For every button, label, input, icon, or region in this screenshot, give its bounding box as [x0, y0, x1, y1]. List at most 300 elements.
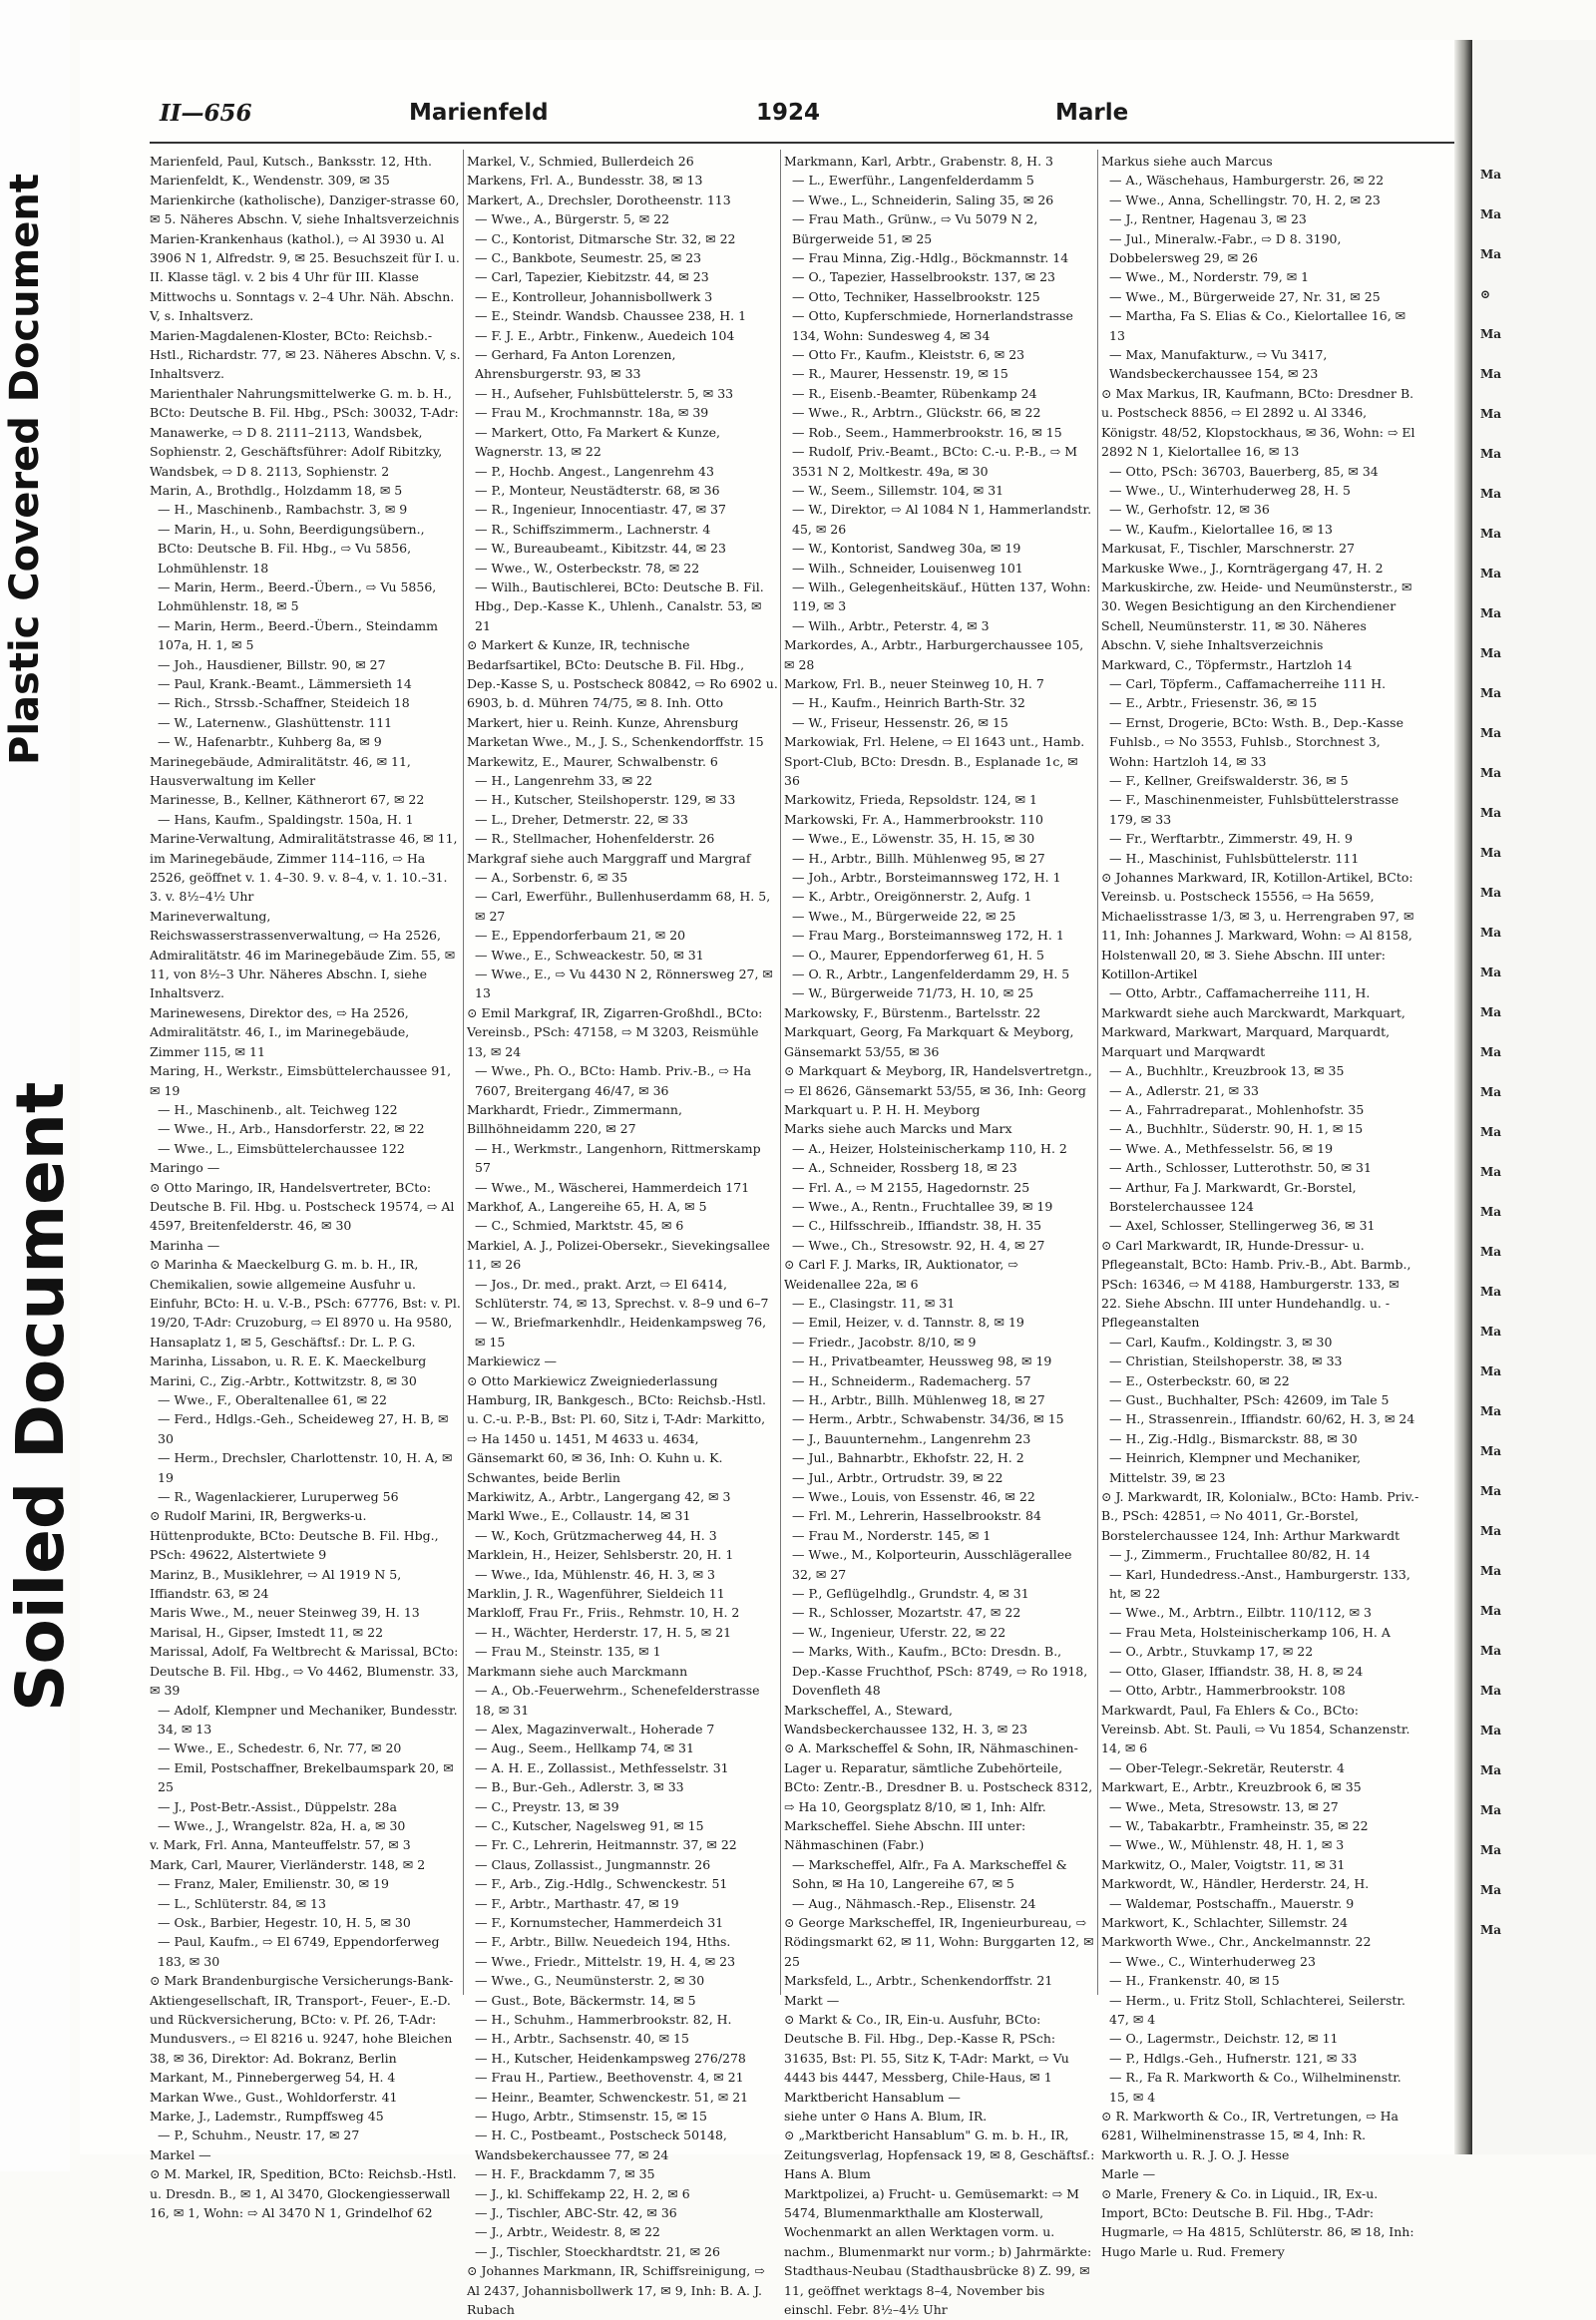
column-4	[1101, 152, 1420, 2259]
directory-entry: Markhof, A., Langereihe 65, H. A, ✉ 5	[467, 1198, 707, 1214]
directory-entry: — Wwe., E., ⇨ Vu 4430 N 2, Rönnersweg 27, ✉ 13	[475, 967, 773, 1001]
directory-entry: — Frau H., Partiew., Beethovenstr. 4, ✉ 21	[475, 2070, 744, 2086]
directory-entry: Marienkirche (katholische), Danziger-strasse 60, ✉ 5. Näheres Abschn. V, siehe Inhaltsverzeichnis	[150, 192, 460, 227]
edge-fragment: Ma	[1480, 1763, 1502, 1777]
edge-fragment: Ma	[1480, 527, 1502, 541]
column-3	[784, 152, 1095, 2318]
directory-entry: — R., Eisenb.-Beamter, Rübenkamp 24	[792, 385, 1037, 401]
directory-entry: — H., Zig.-Hdlg., Bismarckstr. 88, ✉ 30	[1109, 1430, 1358, 1446]
edge-fragment: Ma	[1480, 1564, 1502, 1578]
directory-entry: — Wwe., M., Kolporteurin, Ausschlägerallee 32, ✉ 27	[792, 1547, 1072, 1582]
directory-entry: ⊙ M. Markel, IR, Spedition, BCto: Reichsb.-Hstl. u. Dresdn. B., ✉ 1, Al 3470, Glockengiesserwall 16, ✉ 1, Wohn: ⇨ Al 3470 N 1, Grindelhof 62	[150, 2166, 457, 2221]
directory-entry: — E., Arbtr., Friesenstr. 36, ✉ 15	[1109, 695, 1318, 711]
edge-fragment: Ma	[1480, 1364, 1502, 1378]
directory-entry: Markgraf siehe auch Marggraff und Margraf	[467, 850, 751, 866]
edge-fragment: Ma	[1480, 367, 1502, 381]
directory-entry: — W., Bürgerweide 71/73, H. 10, ✉ 25	[792, 985, 1034, 1001]
directory-entry: — W., Gerhofstr. 12, ✉ 36	[1109, 502, 1270, 518]
header-rule	[150, 142, 1466, 144]
edge-fragment: Ma	[1480, 207, 1502, 221]
edge-fragment: Ma	[1480, 168, 1502, 182]
directory-entry: Markwart, E., Arbtr., Kreuzbrook 6, ✉ 35	[1101, 1779, 1362, 1795]
header-last-name: Marle	[1055, 100, 1129, 126]
directory-entry: — E., Osterbeckstr. 60, ✉ 22	[1109, 1372, 1290, 1388]
directory-entry: Markiel, A. J., Polizei-Obersekr., Sievekingsallee 11, ✉ 26	[467, 1237, 770, 1273]
directory-entry: — Wwe., E., Löwenstr. 35, H. 15, ✉ 30	[792, 831, 1035, 847]
directory-entry: — Frl. A., ⇨ M 2155, Hagedornstr. 25	[792, 1179, 1030, 1195]
edge-fragment: Ma	[1480, 1325, 1502, 1339]
directory-entry: Marisal, H., Gipser, Imstedt 11, ✉ 22	[150, 1624, 384, 1640]
directory-entry: Markwordt, W., Händler, Herderstr. 24, H.	[1101, 1876, 1370, 1892]
directory-entry: — Otto, PSch: 36703, Bauerberg, 85, ✉ 34	[1109, 463, 1379, 479]
edge-fragment: Ma	[1480, 1125, 1502, 1139]
edge-fragment: Ma	[1480, 1803, 1502, 1817]
directory-entry: — Frau M., Steinstr. 135, ✉ 1	[475, 1644, 661, 1660]
directory-entry: — Wwe., M., Arbtrn., Eilbtr. 110/112, ✉ 3	[1109, 1605, 1373, 1621]
directory-entry: — F., Arb., Zig.-Hdlg., Schwenckestr. 51	[475, 1876, 728, 1892]
directory-entry: — A., Fahrradreparat., Mohlenhofstr. 35	[1109, 1101, 1365, 1117]
edge-fragment: Ma	[1480, 247, 1502, 261]
directory-entry: — C., Preystr. 13, ✉ 39	[475, 1798, 619, 1814]
directory-entry: — Carl, Kaufm., Koldingstr. 3, ✉ 30	[1109, 1334, 1333, 1350]
directory-entry: — Wwe., G., Neumünsterstr. 2, ✉ 30	[475, 1973, 705, 1989]
directory-entry: — Wwe., M., Norderstr. 79, ✉ 1	[1109, 269, 1310, 285]
directory-entry: Markus siehe auch Marcus	[1101, 154, 1273, 169]
directory-entry: — Otto Fr., Kaufm., Kleiststr. 6, ✉ 23	[792, 347, 1025, 363]
directory-entry: — Jul., Bahnarbtr., Ekhofstr. 22, H. 2	[792, 1450, 1024, 1466]
directory-entry: — Wwe., L., Eimsbüttelerchaussee 122	[158, 1140, 405, 1156]
directory-entry: — H., Kutscher, Steilshoperstr. 129, ✉ 33	[475, 792, 736, 808]
directory-entry: — Wwe., A., Bürgerstr. 5, ✉ 22	[475, 211, 670, 227]
directory-entry: — Heinrich, Klempner und Mechaniker, Mittelstr. 39, ✉ 23	[1109, 1450, 1362, 1485]
directory-entry: — Wwe., Ida, Mühlenstr. 46, H. 3, ✉ 3	[475, 1566, 716, 1582]
directory-entry: — H., Wächter, Herderstr. 17, H. 5, ✉ 21	[475, 1624, 732, 1640]
directory-entry: — H., Frankenstr. 40, ✉ 15	[1109, 1973, 1280, 1989]
edge-fragment: Ma	[1480, 766, 1502, 780]
binding-spine	[0, 0, 79, 2171]
directory-entry: — Marin, Herm., Beerd.-Übern., ⇨ Vu 5856, Lohmühlenstr. 18, ✉ 5	[158, 579, 437, 614]
directory-entry: — A., Adlerstr. 21, ✉ 33	[1109, 1082, 1260, 1098]
directory-entry: — W., Direktor, ⇨ Al 1084 N 1, Hammerlandstr. 45, ✉ 26	[792, 502, 1092, 537]
directory-entry: — Wwe., Anna, Schellingstr. 70, H. 2, ✉ 23	[1109, 192, 1381, 207]
directory-entry: Markmann siehe auch Marckmann	[467, 1663, 688, 1679]
edge-fragment: Ma	[1480, 1085, 1502, 1099]
directory-entry: — H., Schuhm., Hammerbrookstr. 82, H.	[475, 2012, 732, 2027]
directory-entry: Maris Wwe., M., neuer Steinweg 39, H. 13	[150, 1605, 420, 1621]
directory-entry: — R., Fa R. Markworth & Co., Wilhelminenstr. 15, ✉ 4	[1109, 2070, 1401, 2105]
directory-entry: Markwardt siehe auch Marckwardt, Markquart, Markward, Markwart, Marquard, Marquardt, Marquart und Marqwardt	[1101, 1004, 1405, 1059]
directory-entry: — Wilh., Schneider, Louisenweg 101	[792, 560, 1023, 576]
edge-fragment: Ma	[1480, 726, 1502, 740]
header-year: 1924	[756, 100, 821, 126]
directory-entry: — Jos., Dr. med., prakt. Arzt, ⇨ El 6414, Schlüterstr. 74, ✉ 13, Sprechst. v. 8–9 und 6–7	[475, 1276, 769, 1311]
directory-entry: — Frau Minna, Zig.-Hdlg., Böckmannstr. 14	[792, 250, 1069, 266]
header-first-name: Marienfeld	[409, 100, 549, 126]
directory-entry: — Emil, Heizer, v. d. Tannstr. 8, ✉ 19	[792, 1315, 1024, 1331]
edge-fragment: Ma	[1480, 606, 1502, 620]
directory-entry: — Claus, Zollassist., Jungmannstr. 26	[475, 1856, 711, 1872]
edge-fragment: Ma	[1480, 407, 1502, 421]
directory-entry: — Markert, Otto, Fa Markert & Kunze, Wagnerstr. 13, ✉ 22	[475, 424, 721, 460]
directory-entry: Markowsky, F., Bürstenm., Bartelsstr. 22	[784, 1004, 1041, 1020]
directory-entry: — J., Rentner, Hagenau 3, ✉ 23	[1109, 211, 1307, 227]
directory-entry: — Wwe., J., Wrangelstr. 82a, H. a, ✉ 30	[158, 1817, 406, 1833]
directory-entry: — Herm., Drechsler, Charlottenstr. 10, H. A, ✉ 19	[158, 1450, 453, 1485]
directory-entry: Markordes, A., Arbtr., Harburgerchaussee 105, ✉ 28	[784, 637, 1084, 672]
directory-entry: — W., Ingenieur, Uferstr. 22, ✉ 22	[792, 1624, 1006, 1640]
directory-entry: Marklein, H., Heizer, Sehlsberstr. 20, H. 1	[467, 1547, 734, 1563]
directory-entry: — Marin, H., u. Sohn, Beerdigungsübern., BCto: Deutsche B. Fil. Hbg., ⇨ Vu 5856, Lohmühlenstr. 18	[158, 521, 425, 576]
directory-entry: — Wwe., R., Arbtrn., Glückstr. 66, ✉ 22	[792, 405, 1041, 421]
directory-entry: ⊙ Rudolf Marini, IR, Bergwerks-u. Hüttenprodukte, BCto: Deutsche B. Fil. Hbg., PSch: 49622, Alstertwiete 9	[150, 1508, 439, 1563]
directory-entry: — Wwe., W., Osterbeckstr. 78, ✉ 22	[475, 560, 700, 576]
directory-entry: Marke, J., Lademstr., Rumpffsweg 45	[150, 2109, 384, 2125]
directory-entry: — Rob., Seem., Hammerbrookstr. 16, ✉ 15	[792, 424, 1062, 440]
directory-entry: — W., Friseur, Hessenstr. 26, ✉ 15	[792, 714, 1008, 730]
directory-entry: — W., Hafenarbtr., Kuhberg 8a, ✉ 9	[158, 734, 382, 750]
directory-entry: — F., Kellner, Greifswalderstr. 36, ✉ 5	[1109, 773, 1349, 788]
directory-entry: — Emil, Postschaffner, Brekelbaumspark 20, ✉ 25	[158, 1759, 454, 1795]
edge-fragment: Ma	[1480, 1484, 1502, 1498]
directory-entry: — A., Wäschehaus, Hamburgerstr. 26, ✉ 22	[1109, 173, 1385, 189]
directory-entry: — Wilh., Bautischlerei, BCto: Deutsche B. Fil. Hbg., Dep.-Kasse K., Uhlenh., Canalstr. 53, ✉ 21	[475, 579, 764, 633]
directory-entry: — Waldemar, Postschaffn., Mauerstr. 9	[1109, 1895, 1355, 1911]
directory-entry: — Rudolf, Priv.-Beamt., BCto: C.-u. P.-B., ⇨ M 3531 N 2, Moltkestr. 49a, ✉ 30	[792, 444, 1078, 479]
directory-entry: — F., Maschinenmeister, Fuhlsbüttelerstrasse 179, ✉ 33	[1109, 792, 1399, 827]
directory-entry: — Axel, Schlosser, Stellingerweg 36, ✉ 31	[1109, 1218, 1376, 1234]
directory-entry: — J., Bauunternehm., Langenrehm 23	[792, 1430, 1031, 1446]
directory-entry: — Otto, Arbtr., Caffamacherreihe 111, H.	[1109, 985, 1371, 1001]
directory-entry: — W., Seem., Sillemstr. 104, ✉ 31	[792, 482, 1004, 498]
directory-entry: — Max, Manufakturw., ⇨ Vu 3417, Wandsbeckerchaussee 154, ✉ 23	[1109, 347, 1328, 382]
directory-entry: — Otto, Glaser, Iffiandstr. 38, H. 8, ✉ 24	[1109, 1663, 1364, 1679]
directory-entry: — Otto, Arbtr., Hammerbrookstr. 108	[1109, 1683, 1346, 1699]
directory-entry: — W., Kontorist, Sandweg 30a, ✉ 19	[792, 541, 1021, 557]
directory-entry: Mark, Carl, Maurer, Vierländerstr. 148, ✉ 2	[150, 1856, 426, 1872]
directory-entry: — C., Kutscher, Nagelsweg 91, ✉ 15	[475, 1817, 704, 1833]
edge-fragment: Ma	[1480, 327, 1502, 341]
directory-entry: — Markscheffel, Alfr., Fa A. Markscheffel & Sohn, ✉ Ha 10, Langereihe 67, ✉ 5	[792, 1856, 1067, 1892]
directory-entry: Marks siehe auch Marcks und Marx	[784, 1121, 1012, 1137]
directory-entry: — Frl. M., Lehrerin, Hasselbrookstr. 84	[792, 1508, 1041, 1524]
directory-entry: — Otto, Kupferschmiede, Hornerlandstrasse 134, Wohn: Sundesweg 4, ✉ 34	[792, 308, 1073, 343]
directory-entry: ⊙ Markt & Co., IR, Ein-u. Ausfuhr, BCto: Deutsche B. Fil. Hbg., Dep.-Kasse R, PSch: 31635, Bst: Pl. 55, Sitz K, T-Adr: Markt, ⇨ Vu 4443 bis 4447, Messberg, Chile-Haus, ✉ 1	[784, 2012, 1069, 2086]
directory-entry: — Wwe., C., Winterhuderweg 23	[1109, 1953, 1316, 1969]
directory-entry: — Paul, Krank.-Beamt., Lämmersieth 14	[158, 675, 412, 691]
column-divider	[1097, 150, 1098, 1995]
directory-entry: — F., Kornumstecher, Hammerdeich 31	[475, 1914, 724, 1930]
edge-fragment: Ma	[1480, 1644, 1502, 1658]
directory-entry: Markloff, Frau Fr., Friis., Rehmstr. 10, H. 2	[467, 1605, 740, 1621]
directory-entry: ⊙ Max Markus, IR, Kaufmann, BCto: Dresdner B. u. Postscheck 8856, ⇨ El 2892 u. Al 3346, Königstr. 48/52, Klopstockhaus, ✉ 36, Wohn: ⇨ El 2892 N 1, Kielortallee 16, ✉ 13	[1101, 385, 1415, 460]
directory-entry: — R., Schlosser, Mozartstr. 47, ✉ 22	[792, 1605, 1021, 1621]
directory-entry: — W., Koch, Grützmacherweg 44, H. 3	[475, 1527, 717, 1543]
directory-entry: — H., Kaufm., Heinrich Barth-Str. 32	[792, 695, 1025, 711]
directory-entry: ⊙ „Marktbericht Hansablum" G. m. b. H., IR, Zeitungsverlag, Hopfensack 19, ✉ 8, Geschäftsf.: Hans A. Blum	[784, 2127, 1095, 2182]
directory-entry: ⊙ Carl F. J. Marks, IR, Auktionator, ⇨ Weidenallee 22a, ✉ 6	[784, 1257, 1018, 1292]
edge-fragment: ⊙	[1480, 287, 1491, 301]
directory-entry: — P., Schuhm., Neustr. 17, ✉ 27	[158, 2127, 360, 2143]
edge-fragment: Ma	[1480, 447, 1502, 461]
directory-entry: — Wwe., E., Schedestr. 6, Nr. 77, ✉ 20	[158, 1740, 402, 1756]
directory-entry: ⊙ Mark Brandenburgische Versicherungs-Bank-Aktiengesellschaft, IR, Transport-, Feuer-, E.-D. und Rückversicherung, BCto: v. Pf. 26, T-Adr: Mundusvers., ⇨ El 8216 u. 9247, hohe Bleichen 38, ✉ 36, Direktor: Ad. Bokranz, Berlin	[150, 1973, 454, 2066]
directory-entry: — R., Schiffszimmerm., Lachnerstr. 4	[475, 521, 711, 537]
directory-entry: ⊙ A. Markscheffel & Sohn, IR, Nähmaschinen-Lager u. Reparatur, sämtliche Zubehörteile, BCto: Zentr.-B., Dresdner B. u. Postscheck 8312, ⇨ Ha 10, Georgsplatz 8/10, ✉ 1, Inh: Alfr. Markscheffel. Siehe Abschn. III unter: Nähmaschinen (Fabr.)	[784, 1740, 1093, 1853]
directory-entry: Markens, Frl. A., Bundesstr. 38, ✉ 13	[467, 173, 703, 189]
directory-entry: Markiewicz —	[467, 1353, 557, 1369]
directory-entry: — H., Langenrehm 33, ✉ 22	[475, 773, 653, 788]
column-2	[467, 152, 778, 2318]
directory-entry: — B., Bur.-Geh., Adlerstr. 3, ✉ 33	[475, 1779, 684, 1795]
edge-fragment: Ma	[1480, 1923, 1502, 1937]
edge-fragment: Ma	[1480, 646, 1502, 660]
directory-entry: — Wwe. A., Methfesselstr. 56, ✉ 19	[1109, 1140, 1334, 1156]
column-divider	[780, 150, 781, 1995]
directory-entry: — Frau Marg., Borsteimannsweg 172, H. 1	[792, 928, 1064, 944]
directory-entry: — Carl, Töpferm., Caffamacherreihe 111 H.	[1109, 675, 1387, 691]
directory-entry: — P., Monteur, Neustädterstr. 68, ✉ 36	[475, 482, 720, 498]
directory-entry: — A., Buchhltr., Süderstr. 90, H. 1, ✉ 15	[1109, 1121, 1364, 1137]
edge-fragment: Ma	[1480, 806, 1502, 820]
directory-entry: — Wilh., Arbtr., Peterstr. 4, ✉ 3	[792, 617, 990, 633]
directory-entry: — F., Arbtr., Billw. Neuedeich 194, Hths.	[475, 1934, 731, 1950]
directory-entry: — P., Geflügelhdlg., Grundstr. 4, ✉ 31	[792, 1586, 1029, 1602]
directory-entry: — Wilh., Gelegenheitskäuf., Hütten 137, Wohn: 119, ✉ 3	[792, 579, 1091, 614]
directory-entry: — Frau Meta, Holsteinischerkamp 106, H. A	[1109, 1624, 1391, 1640]
edge-fragment: Ma	[1480, 1045, 1502, 1059]
directory-entry: — Wwe., M., Bürgerweide 22, ✉ 25	[792, 908, 1016, 924]
next-page-fragments	[1480, 155, 1510, 1950]
directory-entry: — Wwe., W., Mühlenstr. 48, H. 1, ✉ 3	[1109, 1837, 1345, 1853]
directory-entry: — Wwe., U., Winterhuderweg 28, H. 5	[1109, 482, 1351, 498]
directory-entry: — C., Bankbote, Seumestr. 25, ✉ 23	[475, 250, 702, 266]
directory-entry: — Frau Math., Grünw., ⇨ Vu 5079 N 2, Bürgerweide 51, ✉ 25	[792, 211, 1038, 246]
directory-entry: — Wwe., E., Schweackestr. 50, ✉ 31	[475, 947, 704, 963]
directory-entry: Markquart, Georg, Fa Markquart & Meyborg, Gänsemarkt 53/55, ✉ 36	[784, 1024, 1074, 1059]
directory-entry: — Gerhard, Fa Anton Lorenzen, Ahrensburgerstr. 93, ✉ 33	[475, 347, 676, 382]
edge-fragment: Ma	[1480, 1245, 1502, 1259]
directory-entry: ⊙ George Markscheffel, IR, Ingenieurbureau, ⇨ Rödingsmarkt 62, ✉ 11, Wohn: Burggarten 12, ✉ 25	[784, 1914, 1094, 1969]
directory-entry: Markwardt, Paul, Fa Ehlers & Co., BCto: Vereinsb. Abt. St. Pauli, ⇨ Vu 1854, Schanzenstr. 14, ✉ 6	[1101, 1702, 1410, 1756]
directory-entry: — Frau M., Norderstr. 145, ✉ 1	[792, 1527, 992, 1543]
directory-entry: Marksfeld, L., Arbtr., Schenkendorffstr. 21	[784, 1973, 1053, 1989]
directory-entry: — A., Sorbenstr. 6, ✉ 35	[475, 870, 628, 886]
edge-fragment: Ma	[1480, 1205, 1502, 1219]
edge-fragment: Ma	[1480, 846, 1502, 860]
page-header	[160, 100, 1476, 140]
page-number: II—656	[160, 100, 252, 127]
edge-fragment: Ma	[1480, 567, 1502, 580]
directory-entry: — Ernst, Drogerie, BCto: Wsth. B., Dep.-Kasse Fuhlsb., ⇨ No 3553, Fuhlsb., Storchnest 3, Wohn: Hartzloh 14, ✉ 33	[1109, 714, 1403, 769]
edge-fragment: Ma	[1480, 487, 1502, 501]
edge-fragment: Ma	[1480, 1684, 1502, 1698]
directory-entry: — H., Privatbeamter, Heussweg 98, ✉ 19	[792, 1353, 1052, 1369]
directory-entry: — W., Bureaubeamt., Kibitzstr. 44, ✉ 23	[475, 541, 726, 557]
directory-entry: ⊙ Johannes Markmann, IR, Schiffsreinigung, ⇨ Al 2437, Johannisbollwerk 17, ✉ 9, Inh: B. A. J. Rubach	[467, 2263, 765, 2318]
directory-entry: — Wwe., A., Rentn., Fruchtallee 39, ✉ 19	[792, 1198, 1053, 1214]
directory-entry: — R., Stellmacher, Hohenfelderstr. 26	[475, 831, 715, 847]
directory-entry: ⊙ Marinha & Maeckelburg G. m. b. H., IR, Chemikalien, sowie allgemeine Ausfuhr u. Einfuhr, BCto: H. u. V.-B., PSch: 67776, Bst: v. Pl. 19/20, T-Adr: Cruzoburg, ⇨ El 8970 u. Ha 9580, Hansaplatz 1, ✉ 5, Geschäftsf.: Dr. L. P. G. Marinha, Lissabon, u. R. E. K. Maeckelburg	[150, 1257, 461, 1369]
directory-entry: ⊙ Markquart & Meyborg, IR, Handelsvertretgn., ⇨ El 8626, Gänsemarkt 53/55, ✉ 36, Inh: Georg Markquart u. P. H. H. Meyborg	[784, 1063, 1092, 1117]
directory-entry: — Heinr., Beamter, Schwenckestr. 51, ✉ 21	[475, 2089, 749, 2105]
directory-entry: — Wwe., L., Schneiderin, Saling 35, ✉ 26	[792, 192, 1054, 207]
directory-entry: — Wwe., Ph. O., BCto: Hamb. Priv.-B., ⇨ Ha 7607, Breitergang 46/47, ✉ 36	[475, 1063, 752, 1098]
directory-entry: Marien-Magdalenen-Kloster, BCto: Reichsb.-Hstl., Richardstr. 77, ✉ 23. Näheres Abschn. V, s. Inhaltsverz.	[150, 327, 461, 382]
directory-entry: — H., Werkmstr., Langenhorn, Rittmerskamp 57	[475, 1140, 761, 1176]
directory-entry: — O., Lagermstr., Deichstr. 12, ✉ 11	[1109, 2031, 1339, 2047]
edge-fragment: Ma	[1480, 1883, 1502, 1897]
directory-entry: Marienfeld, Paul, Kutsch., Banksstr. 12, Hth.	[150, 154, 432, 169]
edge-fragment: Ma	[1480, 1285, 1502, 1299]
directory-entry: — H., Strassenrein., Iffiandstr. 60/62, H. 3, ✉ 24	[1109, 1411, 1415, 1427]
directory-entry: — L., Schlüterstr. 84, ✉ 13	[158, 1895, 326, 1911]
directory-entry: — Ober-Telegr.-Sekretär, Reuterstr. 4	[1109, 1759, 1345, 1775]
directory-entry: — C., Kontorist, Ditmarsche Str. 32, ✉ 22	[475, 230, 736, 246]
directory-entry: ⊙ Otto Maringo, IR, Handelsvertreter, BCto: Deutsche B. Fil. Hbg. u. Postscheck 19574, ⇨ Al 4597, Breitenfelderstr. 46, ✉ 30	[150, 1179, 455, 1234]
edge-fragment: Ma	[1480, 686, 1502, 700]
directory-entry: — Wwe., M., Bürgerweide 27, Nr. 31, ✉ 25	[1109, 288, 1381, 304]
directory-entry: Marinesse, B., Kellner, Käthnerort 67, ✉ 22	[150, 792, 425, 808]
directory-entry: — Alex, Magazinverwalt., Hoherade 7	[475, 1721, 715, 1737]
directory-entry: — F. J. E., Arbtr., Finkenw., Auedeich 104	[475, 327, 735, 343]
directory-entry: ⊙ Markert & Kunze, IR, technische Bedarfsartikel, BCto: Deutsche B. Fil. Hbg., Dep.-Kasse S, u. Postscheck 80842, ⇨ Ro 6902 u. 6903, b. d. Mühren 74/75, ✉ 8. Inh. Otto Markert, hier u. Reinh. Kunze, Ahrensburg	[467, 637, 778, 730]
directory-entry: Marketan Wwe., M., J. S., Schenkendorffstr. 15	[467, 734, 764, 750]
directory-entry: — H., Arbtr., Billh. Mühlenweg 95, ✉ 27	[792, 850, 1045, 866]
directory-entry: — Frau M., Krochmannstr. 18a, ✉ 39	[475, 405, 709, 421]
edge-fragment: Ma	[1480, 1724, 1502, 1738]
directory-entry: — W., Briefmarkenhdlr., Heidenkampsweg 76, ✉ 15	[475, 1315, 767, 1350]
directory-entry: — L., Ewerführ., Langenfelderdamm 5	[792, 173, 1034, 189]
edge-fragment: Ma	[1480, 926, 1502, 940]
directory-entry: — Otto, Techniker, Hasselbrookstr. 125	[792, 288, 1040, 304]
directory-entry: — Wwe., Louis, von Essenstr. 46, ✉ 22	[792, 1489, 1035, 1505]
column-1	[150, 152, 461, 2221]
directory-entry: — K., Arbtr., Oreigönnerstr. 2, Aufg. 1	[792, 889, 1032, 905]
directory-entry: Marinz, B., Musiklehrer, ⇨ Al 1919 N 5, Iffiandstr. 63, ✉ 24	[150, 1566, 402, 1602]
directory-entry: — A., Heizer, Holsteinischerkamp 110, H. 2	[792, 1140, 1067, 1156]
directory-entry: — Franz, Maler, Emilienstr. 30, ✉ 19	[158, 1876, 389, 1892]
directory-entry: — H., Aufseher, Fuhlsbüttelerstr. 5, ✉ 33	[475, 385, 734, 401]
directory-entry: ⊙ Marle, Frenery & Co. in Liquid., IR, Ex-u. Import, BCto: Deutsche B. Fil. Hbg., T-Adr: Hugmarle, ⇨ Ha 4815, Schlüterstr. 86, ✉ 18, Inh: Hugo Marle u. Rud. Fremery	[1101, 2185, 1414, 2259]
directory-entry: — Marin, Herm., Beerd.-Übern., Steindamm 107a, H. 1, ✉ 5	[158, 617, 438, 653]
edge-fragment: Ma	[1480, 1005, 1502, 1019]
directory-entry: — Gust., Buchhalter, PSch: 42609, im Tale 5	[1109, 1392, 1390, 1407]
directory-entry: — J., Tischler, ABC-Str. 42, ✉ 36	[475, 2205, 677, 2221]
directory-entry: — Rich., Strssb.-Schaffner, Steideich 18	[158, 695, 410, 711]
directory-entry: — H., Arbtr., Billh. Mühlenweg 18, ✉ 27	[792, 1392, 1045, 1407]
directory-entry: — H., Schneiderm., Rademacherg. 57	[792, 1372, 1031, 1388]
directory-entry: — A., Buchhltr., Kreuzbrook 13, ✉ 35	[1109, 1063, 1345, 1079]
directory-entry: ⊙ Emil Markgraf, IR, Zigarren-Großhdl., BCto: Vereinsb., PSch: 47158, ⇨ M 3203, Reismühle 13, ✉ 24	[467, 1004, 763, 1059]
directory-entry: — Aug., Nähmasch.-Rep., Elisenstr. 24	[792, 1895, 1036, 1911]
directory-entry: Markl Wwe., E., Collaustr. 14, ✉ 31	[467, 1508, 691, 1524]
directory-entry: — C., Hilfsschreib., Iffiandstr. 38, H. 35	[792, 1218, 1042, 1234]
directory-entry: — H., Arbtr., Sachsenstr. 40, ✉ 15	[475, 2031, 689, 2047]
plastic-covered-label: Plastic Covered Document	[2, 173, 48, 765]
directory-entry: Marin, A., Brothdlg., Holzdamm 18, ✉ 5	[150, 482, 403, 498]
directory-entry: Marienfeldt, K., Wendenstr. 309, ✉ 35	[150, 173, 390, 189]
edge-fragment: Ma	[1480, 1444, 1502, 1458]
directory-entry: — Wwe., F., Oberaltenallee 61, ✉ 22	[158, 1392, 387, 1407]
directory-entry: — Joh., Arbtr., Borsteimannsweg 172, H. 1	[792, 870, 1061, 886]
edge-fragment: Ma	[1480, 1404, 1502, 1418]
directory-entry: — J., Tischler, Stoeckhardtstr. 21, ✉ 26	[475, 2243, 720, 2259]
directory-entry: — H., Maschinenb., Rambachstr. 3, ✉ 9	[158, 502, 408, 518]
directory-entry: — Marks, With., Kaufm., BCto: Dresdn. B., Dep.-Kasse Fruchthof, PSch: 8749, ⇨ Ro 1918, Dovenfleth 48	[792, 1644, 1088, 1699]
directory-entry: ⊙ J. Markwardt, IR, Kolonialw., BCto: Hamb. Priv.-B., PSch: 42851, ⇨ No 4011, Gr.-Borstel, Borstelerchaussee 124, Inh: Arthur Markwardt	[1101, 1489, 1419, 1543]
directory-entry: — A. H. E., Zollassist., Methfesselstr. 31	[475, 1759, 729, 1775]
directory-entry: Marini, C., Zig.-Arbtr., Kottwitzstr. 8, ✉ 30	[150, 1372, 417, 1388]
directory-entry: Marien-Krankenhaus (kathol.), ⇨ Al 3930 u. Al 3906 N 1, Alfredstr. 9, ✉ 25. Besuchszeit für I. u. II. Klasse tägl. v. 2 bis 4 Uhr für III. Klasse Mittwochs u. Sonntags v. 2–4 Uhr. Näh. Abschn. V, s. Inhaltsverz.	[150, 230, 460, 324]
directory-entry: — Herm., u. Fritz Stoll, Schlachterei, Seilerstr. 47, ✉ 4	[1109, 1992, 1405, 2027]
directory-entry: ⊙ Johannes Markward, IR, Kotillon-Artikel, BCto: Vereinsb. u. Postscheck 15556, ⇨ Ha 5659, Michaelisstrasse 1/3, ✉ 3, u. Herrengraben 97, ✉ 11, Inh: Johannes J. Markward, Wohn: ⇨ Al 8158, Holstenwall 20, ✉ 3. Siehe Abschn. III unter: Kotillon-Artikel	[1101, 870, 1414, 982]
directory-entry: — Karl, Hundedress.-Anst., Hamburgerstr. 133, ht, ✉ 22	[1109, 1566, 1410, 1602]
directory-entry: — E., Kontrolleur, Johannisbollwerk 3	[475, 288, 713, 304]
directory-entry: — H., Maschinist, Fuhlsbüttelerstr. 111	[1109, 850, 1360, 866]
directory-entry: Markant, M., Pinnebergerweg 54, H. 4	[150, 2070, 396, 2086]
directory-entry: Markowitz, Frieda, Repsoldstr. 124, ✉ 1	[784, 792, 1037, 808]
directory-entry: — Jul., Arbtr., Ortrudstr. 39, ✉ 22	[792, 1469, 1003, 1485]
directory-entry: Marinha —	[150, 1237, 220, 1253]
directory-entry: — Wwe., M., Wäscherei, Hammerdeich 171	[475, 1179, 750, 1195]
directory-entry: Markowiak, Frl. Helene, ⇨ El 1643 unt., Hamb. Sport-Club, BCto: Dresdn. B., Esplanade 1c, ✉ 36	[784, 734, 1085, 788]
directory-entry: — O., Tapezier, Hasselbrookstr. 137, ✉ 23	[792, 269, 1055, 285]
directory-entry: Maringo —	[150, 1160, 220, 1176]
directory-entry: — Osk., Barbier, Hegestr. 10, H. 5, ✉ 30	[158, 1914, 411, 1930]
directory-entry: — Jul., Mineralw.-Fabr., ⇨ D 8. 3190, Dobbelersweg 29, ✉ 26	[1109, 230, 1342, 266]
edge-fragment: Ma	[1480, 1524, 1502, 1538]
directory-entry: — P., Hochb. Angest., Langenrehm 43	[475, 463, 714, 479]
directory-entry: Markow, Frl. B., neuer Steinweg 10, H. 7	[784, 675, 1044, 691]
directory-entry: — Arthur, Fa J. Markwardt, Gr.-Borstel, Borstelerchaussee 124	[1109, 1179, 1357, 1214]
directory-entry: — Hans, Kaufm., Spaldingstr. 150a, H. 1	[158, 811, 414, 827]
directory-entry: Marklin, J. R., Wagenführer, Sieldeich 11	[467, 1586, 725, 1602]
directory-entry: — Ferd., Hdlgs.-Geh., Scheideweg 27, H. B, ✉ 30	[158, 1411, 449, 1446]
directory-entry: — R., Maurer, Hessenstr. 19, ✉ 15	[792, 366, 1008, 382]
edge-fragment: Ma	[1480, 1604, 1502, 1618]
directory-entry: — O., Maurer, Eppendorferweg 61, H. 5	[792, 947, 1044, 963]
directory-entry: — H. C., Postbeamt., Postscheck 50148, Wandsbekerchaussee 77, ✉ 24	[475, 2127, 727, 2162]
directory-entry: Markan Wwe., Gust., Wohldorferstr. 41	[150, 2089, 398, 2105]
edge-fragment: Ma	[1480, 1165, 1502, 1179]
directory-entry: v. Mark, Frl. Anna, Manteuffelstr. 57, ✉ 3	[150, 1837, 411, 1853]
directory-entry: — J., Post-Betr.-Assist., Düppelstr. 28a	[158, 1798, 397, 1814]
directory-entry: — H. F., Brackdamm 7, ✉ 35	[475, 2166, 655, 2182]
directory-entry: — L., Dreher, Detmerstr. 22, ✉ 33	[475, 811, 688, 827]
directory-entry: Marissal, Adolf, Fa Weltbrecht & Marissal, BCto: Deutsche B. Fil. Hbg., ⇨ Vo 4462, Blumenstr. 33, ✉ 39	[150, 1644, 459, 1699]
directory-entry: Marienthaler Nahrungsmittelwerke G. m. b. H., BCto: Deutsche B. Fil. Hbg., PSch: 30032, T-Adr: Manawerke, ⇨ D 8. 2111–2113, Wandsbek, Sophienstr. 2, Geschäftsführer: Adolf Ribitzky, Wandsbek, ⇨ D 8. 2113, Sophienstr. 2	[150, 385, 459, 479]
directory-entry: — O. R., Arbtr., Langenfelderdamm 29, H. 5	[792, 967, 1070, 982]
directory-entry: — Christian, Steilshoperstr. 38, ✉ 33	[1109, 1353, 1343, 1369]
directory-entry: — W., Laternenw., Glashüttenstr. 111	[158, 714, 393, 730]
directory-entry: Marinegebäude, Admiralitätstr. 46, ✉ 11, Hausverwaltung im Keller	[150, 753, 411, 788]
directory-entry: — Friedr., Jacobstr. 8/10, ✉ 9	[792, 1334, 977, 1350]
directory-entry: Markert, A., Drechsler, Dorotheenstr. 113	[467, 192, 731, 207]
directory-entry: Markwitz, O., Maler, Voigtstr. 11, ✉ 31	[1101, 1856, 1346, 1872]
directory-entry: Markuskirche, zw. Heide- und Neumünsterstr., ✉ 30. Wegen Besichtigung an den Kirchendiener Schell, Neumünsterstr. 11, ✉ 30. Näheres Abschn. V, siehe Inhaltsverzeichnis	[1101, 579, 1412, 653]
directory-entry: Markt —	[784, 1992, 840, 2008]
directory-entry: — C., Schmied, Marktstr. 45, ✉ 6	[475, 1218, 684, 1234]
directory-entry: — Aug., Seem., Hellkamp 74, ✉ 31	[475, 1740, 694, 1756]
directory-entry: — Wwe., Friedr., Mittelstr. 19, H. 4, ✉ 23	[475, 1953, 736, 1969]
directory-entry: Markuske Wwe., J., Kornträgergang 47, H. 2	[1101, 560, 1384, 576]
directory-entry: Markel, V., Schmied, Bullerdeich 26	[467, 154, 694, 169]
directory-entry: siehe unter ⊙ Hans A. Blum, IR.	[784, 2109, 988, 2125]
directory-entry: — Wwe., Meta, Stresowstr. 13, ✉ 27	[1109, 1798, 1339, 1814]
directory-entry: — E., Steindr. Wandsb. Chaussee 238, H. 1	[475, 308, 747, 324]
directory-entry: — O., Arbtr., Stuvkamp 17, ✉ 22	[1109, 1644, 1314, 1660]
directory-entry: Marle —	[1101, 2166, 1156, 2182]
